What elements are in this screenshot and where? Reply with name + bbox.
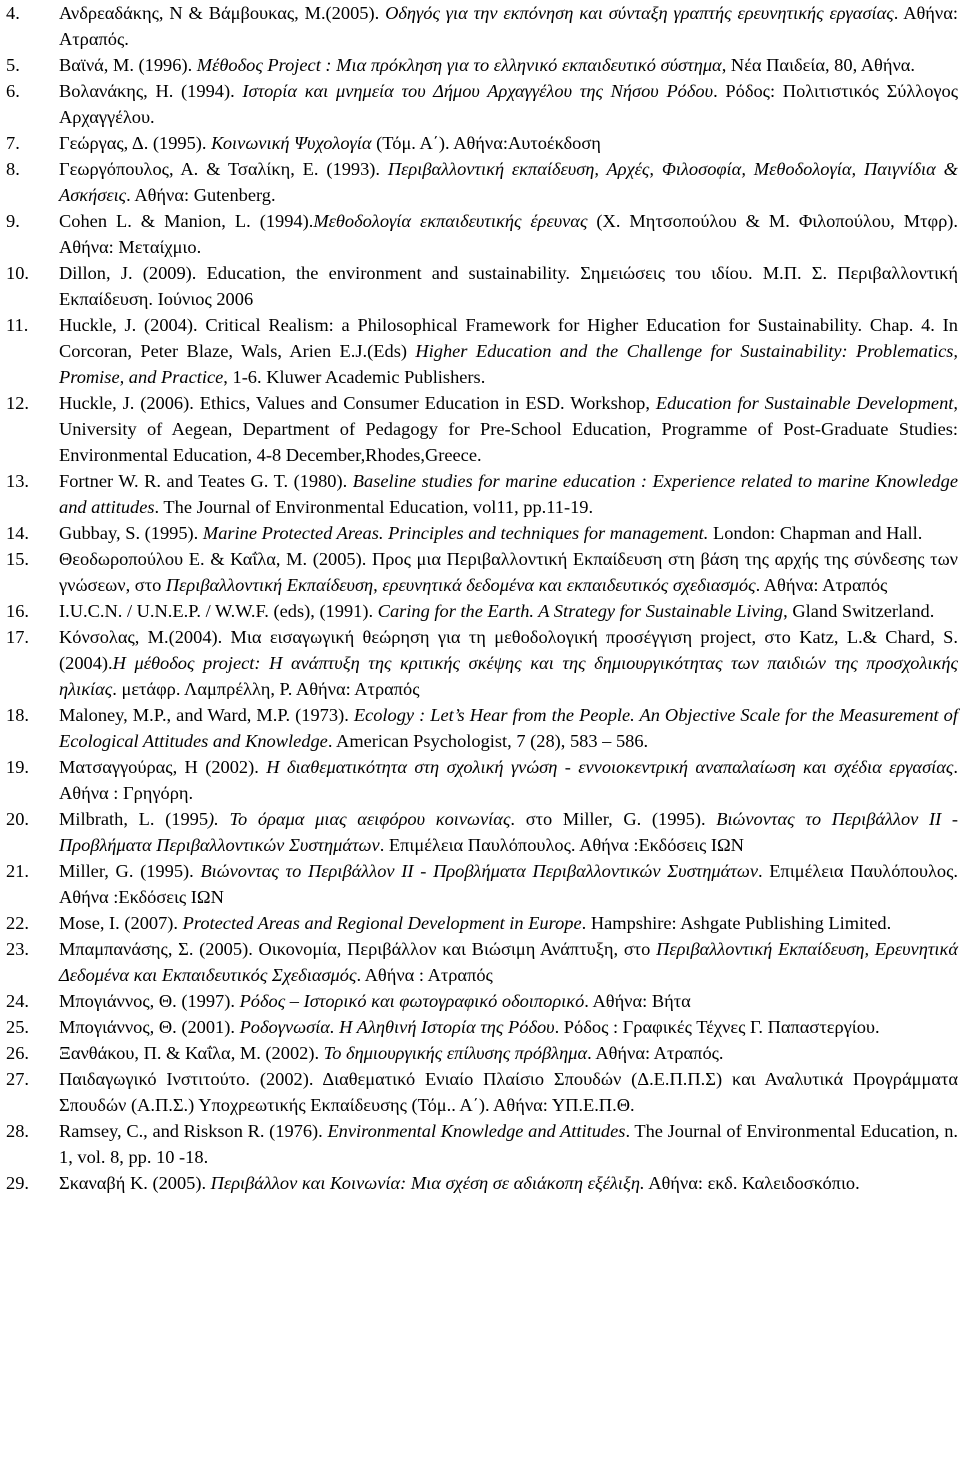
- reference-item: [6, 1066, 958, 1118]
- reference-text-segment: Maloney, M.P., and Ward, M.P. (1973).: [59, 705, 354, 725]
- reference-number: 11.: [6, 315, 29, 335]
- reference-text: [59, 1069, 958, 1115]
- reference-text: [59, 1017, 880, 1037]
- reference-number: 20.: [6, 809, 29, 829]
- reference-text-segment: Μπογιάννος, Θ. (1997).: [59, 991, 240, 1011]
- reference-text: [59, 627, 958, 699]
- reference-item: [6, 390, 958, 468]
- reference-title-italic: Protected Areas and Regional Development in Europe: [182, 913, 582, 933]
- reference-number: 17.: [6, 627, 29, 647]
- reference-title-italic: Κοινωνική Ψυχολογία: [211, 133, 372, 153]
- reference-text-segment: . The Journal of Environmental Education, n. 1, vol. 8, pp. 10 -18.: [59, 1121, 958, 1167]
- reference-number: 26.: [6, 1043, 29, 1063]
- reference-text-segment: . Αθήνα : Ατραπός: [356, 965, 493, 985]
- reference-text-segment: Μπογιάννος, Θ. (2001).: [59, 1017, 240, 1037]
- reference-title-italic: Ροδογνωσία. Η Αληθινή Ιστορία της Ρόδου: [239, 1017, 555, 1037]
- reference-text: [59, 1043, 724, 1063]
- reference-number: 19.: [6, 757, 29, 777]
- reference-text: [59, 1173, 860, 1193]
- reference-item: [6, 988, 958, 1014]
- reference-number: 15.: [6, 549, 29, 569]
- reference-text-segment: Huckle, J. (2006). Ethics, Values and Consumer Education in ESD. Workshop,: [59, 393, 656, 413]
- reference-title-italic: Περιβαλλοντική Εκπαίδευση, Ερευνητικά Δεδομένα και Εκπαιδευτικός Σχεδιασμός: [59, 939, 958, 985]
- reference-text-segment: London: Chapman and Hall.: [708, 523, 923, 543]
- reference-text-segment: Γεωργόπουλος, Α. & Τσαλίκη, Ε. (1993).: [59, 159, 388, 179]
- reference-number: 10.: [6, 263, 29, 283]
- reference-text-segment: Gubbay, S. (1995).: [59, 523, 203, 543]
- reference-text-segment: . Επιμέλεια Παυλόπουλος. Αθήνα :Εκδόσεις ΙΩΝ: [59, 861, 958, 907]
- reference-item: [6, 78, 958, 130]
- reference-title-italic: Baseline studies for marine education : Experience related to marine Knowledge and attitudes: [59, 471, 958, 517]
- reference-text: [59, 523, 922, 543]
- reference-item: [6, 520, 958, 546]
- reference-item: [6, 702, 958, 754]
- reference-title-italic: Βιώνοντας το Περιβάλλον ΙΙ - Προβλήματα Περιβαλλοντικών Συστημάτων: [59, 809, 959, 855]
- reference-text-segment: (Χ. Μητσοπούλου & Μ. Φιλοπούλου, Μτφρ). Αθήνα: Μεταίχμιο.: [59, 211, 959, 257]
- reference-text-segment: , Νέα Παιδεία, 80, Αθήνα.: [721, 55, 916, 75]
- reference-text-segment: Μπαμπανάσης, Σ. (2005). Οικονομία, Περιβάλλον και Βιώσιμη Ανάπτυξη, στο: [59, 939, 657, 959]
- reference-number: 27.: [6, 1069, 29, 1089]
- reference-text-segment: . στο Miller, G. (1995).: [510, 809, 717, 829]
- reference-number: 4.: [6, 3, 20, 23]
- reference-number: 12.: [6, 393, 29, 413]
- reference-item: [6, 208, 958, 260]
- reference-item: [6, 858, 958, 910]
- reference-number: 13.: [6, 471, 29, 491]
- reference-title-italic: ). Το όραμα μιας αειφόρου κοινωνίας: [208, 809, 511, 829]
- reference-title-italic: Environmental Knowledge and Attitudes: [327, 1121, 626, 1141]
- reference-number: 7.: [6, 133, 20, 153]
- reference-text: [59, 263, 958, 309]
- reference-text-segment: Fortner W. R. and Teates G. T. (1980).: [59, 471, 353, 491]
- reference-title-italic: Η μέθοδος project: Η ανάπτυξη της κριτικής σκέψης και της δημιουργικότητας των παιδιών της προσχολικής ηλικίας: [59, 653, 958, 699]
- reference-text: [59, 393, 958, 465]
- reference-text: [59, 1121, 958, 1167]
- reference-text-segment: Γεώργας, Δ. (1995).: [59, 133, 212, 153]
- reference-item: [6, 598, 958, 624]
- reference-number: 16.: [6, 601, 29, 621]
- reference-text: [59, 315, 958, 387]
- reference-text: [59, 939, 958, 985]
- reference-number: 9.: [6, 211, 20, 231]
- reference-text: [59, 133, 601, 153]
- reference-text-segment: I.U.C.N. / U.N.E.P. / W.W.F. (eds), (1991).: [59, 601, 378, 621]
- reference-title-italic: Το δημιουργικής επίλυσης πρόβλημα: [323, 1043, 588, 1063]
- reference-text-segment: Dillon, J. (2009). Education, the environment and sustainability. Σημειώσεις του ιδίου. Μ.Π. Σ. Περιβαλλοντική Εκπαίδευση. Ιούνιος 2006: [59, 263, 958, 309]
- reference-title-italic: Περιβάλλον και Κοινωνία: Μια σχέση σε αδιάκοπη εξέλιξη.: [210, 1173, 645, 1193]
- reference-title-italic: Μέθοδος Project : Μια πρόκληση για το ελληνικό εκπαιδευτικό σύστημα: [196, 55, 722, 75]
- reference-text-segment: . Αθήνα: Βήτα: [584, 991, 691, 1011]
- reference-text-segment: . The Journal of Environmental Education, vol11, pp.11-19.: [154, 497, 594, 517]
- reference-item: [6, 1014, 958, 1040]
- reference-number: 8.: [6, 159, 20, 179]
- reference-text-segment: (Τόμ. Α΄). Αθήνα:Αυτοέκδοση: [371, 133, 601, 153]
- reference-text-segment: Βαϊνά, Μ. (1996).: [59, 55, 197, 75]
- reference-text: [59, 705, 958, 751]
- reference-text-segment: Miller, G. (1995).: [59, 861, 201, 881]
- reference-text: [59, 601, 934, 621]
- reference-item: [6, 754, 958, 806]
- reference-title-italic: Ecology : Let’s Hear from the People. An Objective Scale for the Measurement of Ecological Attitudes and Knowledge: [59, 705, 958, 751]
- reference-text-segment: Παιδαγωγικό Ινστιτούτο. (2002). Διαθεματικό Ενιαίο Πλαίσιο Σπουδών (Δ.Ε.Π.Π.Σ) και Αναλυτικά Προγράμματα Σπουδών (Α.Π.Σ.) Υποχρεωτικής Εκπαίδευσης (Τόμ.. Α΄). Αθήνα: ΥΠ.Ε.Π.Θ.: [59, 1069, 958, 1115]
- reference-text-segment: . Αθήνα : Γρηγόρη.: [59, 757, 958, 803]
- reference-title-italic: Ιστορία και μνημεία του Δήμου Αρχαγγέλου της Νήσου Ρόδου: [242, 81, 714, 101]
- reference-text-segment: University of Aegean, Department of Pedagogy for Pre-School Education, Programme of Post-Graduate Studies: Environmental Education, 4-8 December,Rhodes,Greece.: [59, 419, 958, 465]
- reference-text-segment: Αθήνα: εκδ. Καλειδοσκόπιο.: [644, 1173, 860, 1193]
- reference-number: 6.: [6, 81, 20, 101]
- reference-item: [6, 1118, 958, 1170]
- reference-number: 22.: [6, 913, 29, 933]
- reference-title-italic: Marine Protected Areas. Principles and techniques for management.: [202, 523, 709, 543]
- reference-title-italic: Ρόδος – Ιστορικό και φωτογραφικό οδοιπορικό: [239, 991, 585, 1011]
- reference-text-segment: . Αθήνα: Ατραπός: [755, 575, 888, 595]
- reference-text-segment: . Επιμέλεια Παυλόπουλος. Αθήνα :Εκδόσεις ΙΩΝ: [379, 835, 744, 855]
- reference-number: 21.: [6, 861, 29, 881]
- reference-text: [59, 211, 958, 257]
- reference-text-segment: Huckle, J. (2004). Critical Realism: a Philosophical Framework for Higher Education for Sustainability. Chap. 4. In Corcoran, Peter Blaze, Wals, Arien E.J.(Eds): [59, 315, 958, 361]
- reference-item: [6, 936, 958, 988]
- reference-text: [59, 757, 958, 803]
- reference-item: [6, 52, 958, 78]
- reference-item: [6, 312, 958, 390]
- reference-number: 23.: [6, 939, 29, 959]
- reference-text-segment: Κόνσολας, Μ.(2004). Μια εισαγωγική θεώρηση για τη μεθοδολογική προσέγγιση project, στο Katz, L.& Chard, S.(2004).: [59, 627, 958, 673]
- reference-item: [6, 0, 958, 52]
- reference-text-segment: . Ρόδος : Γραφικές Τέχνες Γ. Παπαστεργίου.: [554, 1017, 880, 1037]
- reference-number: 5.: [6, 55, 20, 75]
- reference-text-segment: . American Psychologist, 7 (28), 583 – 586.: [327, 731, 649, 751]
- reference-item: [6, 130, 958, 156]
- reference-title-italic: Education for Sustainable Development,: [655, 393, 958, 413]
- reference-text: [59, 861, 958, 907]
- reference-item: [6, 156, 958, 208]
- reference-title-italic: Βιώνοντας το Περιβάλλον ΙΙ - Προβλήματα Περιβαλλοντικών Συστημάτων: [200, 861, 758, 881]
- reference-text: [59, 471, 958, 517]
- reference-number: 29.: [6, 1173, 29, 1193]
- reference-text-segment: . Ρόδος: Πολιτιστικός Σύλλογος Αρχαγγέλου.: [59, 81, 959, 127]
- reference-text-segment: . Αθήνα: Gutenberg.: [126, 185, 276, 205]
- reference-text: [59, 159, 958, 205]
- reference-title-italic: Η διαθεματικότητα στη σχολική γνώση - εννοιοκεντρική αναπαλαίωση και σχέδια εργασίας: [266, 757, 954, 777]
- reference-text-segment: Βολανάκης, Η. (1994).: [59, 81, 243, 101]
- reference-number: 28.: [6, 1121, 29, 1141]
- reference-title-italic: Caring for the Earth. A Strategy for Sustainable Living: [377, 601, 784, 621]
- reference-text: [59, 3, 958, 49]
- reference-item: [6, 624, 958, 702]
- reference-text-segment: . μετάφρ. Λαμπρέλλη, Ρ. Αθήνα: Ατραπός: [112, 679, 420, 699]
- reference-item: [6, 468, 958, 520]
- reference-text: [59, 55, 915, 75]
- reference-title-italic: Περιβαλλοντική εκπαίδευση, Αρχές, Φιλοσοφία, Μεθοδολογία, Παιγνίδια & Ασκήσεις: [59, 159, 958, 205]
- reference-text-segment: , Gland Switzerland.: [783, 601, 935, 621]
- reference-number: 24.: [6, 991, 29, 1011]
- reference-title-italic: Μεθοδολογία εκπαιδευτικής έρευνας: [313, 211, 588, 231]
- reference-title-italic: Οδηγός για την εκπόνηση και σύνταξη γραπτής ερευνητικής εργασίας: [385, 3, 894, 23]
- reference-item: [6, 260, 958, 312]
- reference-text: [59, 991, 691, 1011]
- reference-text: [59, 549, 958, 595]
- reference-text-segment: , 1-6. Kluwer Academic Publishers.: [223, 367, 486, 387]
- reference-text-segment: Mose, I. (2007).: [59, 913, 183, 933]
- reference-text: [59, 913, 891, 933]
- reference-list: [6, 0, 958, 1196]
- reference-text-segment: . Αθήνα: Ατραπός.: [587, 1043, 724, 1063]
- reference-text-segment: . Hampshire: Ashgate Publishing Limited.: [581, 913, 892, 933]
- reference-item: [6, 546, 958, 598]
- reference-item: [6, 1170, 958, 1196]
- reference-number: 18.: [6, 705, 29, 725]
- reference-title-italic: Περιβαλλοντική Εκπαίδευση, ερευνητικά δεδομένα και εκπαιδευτικός σχεδιασμός: [165, 575, 756, 595]
- reference-title-italic: Higher Education and the Challenge for Sustainability: Problematics, Promise, and Practice: [59, 341, 959, 387]
- reference-text-segment: Ramsey, C., and Riskson R. (1976).: [59, 1121, 328, 1141]
- reference-item: [6, 806, 958, 858]
- reference-number: 25.: [6, 1017, 29, 1037]
- reference-text-segment: Ανδρεαδάκης, Ν & Βάμβουκας, Μ.(2005).: [59, 3, 386, 23]
- reference-text-segment: Cohen L. & Manion, L. (1994).: [59, 211, 314, 231]
- reference-number: 14.: [6, 523, 29, 543]
- reference-text-segment: Milbrath, L. (1995: [59, 809, 209, 829]
- reference-text-segment: Ματσαγγούρας, Η (2002).: [59, 757, 267, 777]
- reference-text: [59, 81, 958, 127]
- reference-text-segment: Σκαναβή Κ. (2005).: [59, 1173, 211, 1193]
- reference-text-segment: Ξανθάκου, Π. & Καΐλα, Μ. (2002).: [59, 1043, 324, 1063]
- reference-text-segment: Θεοδωροπούλου Ε. & Καΐλα, Μ. (2005). Προς μια Περιβαλλοντική Εκπαίδευση στη βάση της αρχής της σύνδεσης των γνώσεων, στο: [59, 549, 958, 595]
- reference-item: [6, 1040, 958, 1066]
- reference-text-segment: . Αθήνα: Ατραπός.: [59, 3, 958, 49]
- reference-text: [59, 809, 958, 855]
- reference-item: [6, 910, 958, 936]
